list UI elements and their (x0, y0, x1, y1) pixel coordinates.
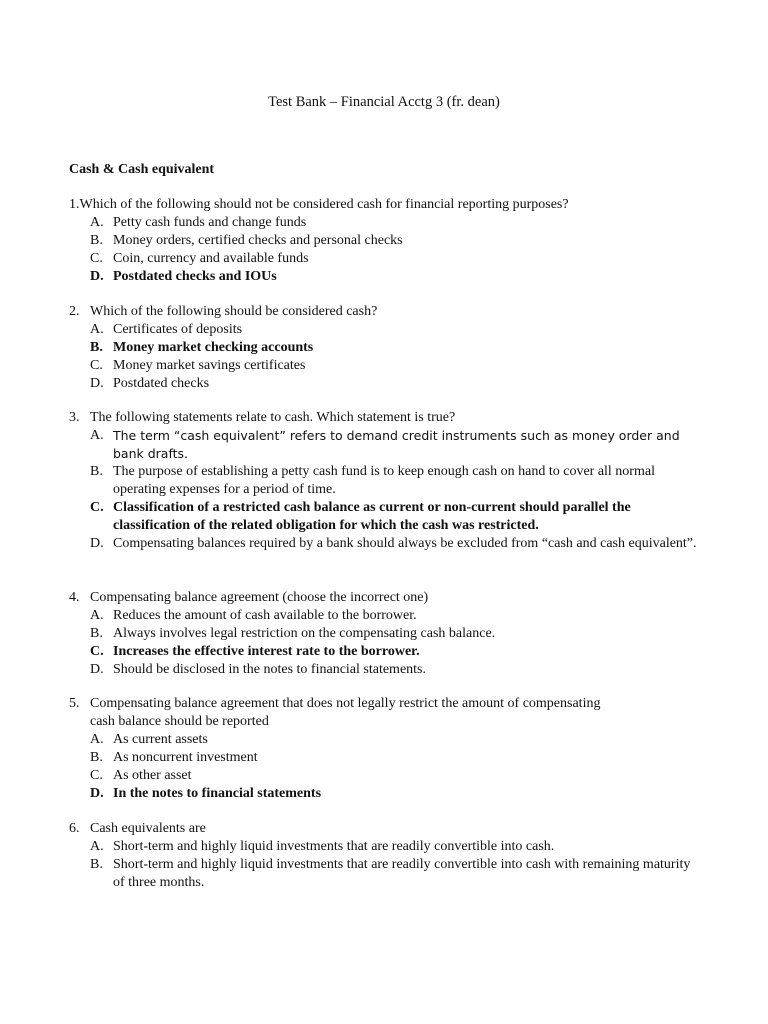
choice-text: Money orders, certified checks and personal checks (113, 233, 403, 248)
choice-letter: D. (90, 536, 104, 551)
choice-c (69, 250, 709, 268)
choice-b-answer (69, 339, 709, 357)
question-text: The following statements relate to cash. Which statement is true? (90, 410, 456, 425)
question-text: Compensating balance agreement (choose the incorrect one) (90, 590, 429, 605)
choice-text: Postdated checks (113, 376, 210, 391)
choice-letter: B. (90, 340, 103, 355)
question-6 (69, 820, 709, 892)
choice-text: Compensating balances required by a bank should always be excluded from “cash and cash equivalent”. (113, 536, 697, 551)
question-text: Compensating balance agreement that does not legally restrict the amount of compensating (90, 696, 601, 711)
choice-d (69, 661, 709, 679)
choice-text: As current assets (113, 732, 208, 747)
question-number: 3. (69, 410, 80, 425)
choice-list (69, 321, 709, 393)
choice-d (69, 535, 709, 553)
choice-d (69, 375, 709, 393)
choice-text: Coin, currency and available funds (113, 251, 309, 266)
choice-a (69, 427, 709, 463)
choice-letter: C. (90, 500, 104, 515)
choice-letter: C. (90, 251, 103, 266)
section-heading: Cash & Cash equivalent (69, 162, 215, 177)
choice-letter: B. (90, 750, 103, 765)
choice-letter: A. (90, 732, 104, 747)
question-number: 5. (69, 696, 80, 711)
choice-text: Money market checking accounts (113, 340, 314, 355)
question-5 (69, 695, 709, 803)
choice-d-answer (69, 785, 709, 803)
choice-list (69, 427, 709, 553)
question-2 (69, 303, 709, 393)
choice-b (69, 856, 709, 892)
choice-a (69, 838, 709, 856)
choice-text: The term “cash equivalent” refers to demand credit instruments such as money order and bank drafts. (113, 428, 680, 461)
choice-text: Short-term and highly liquid investments that are readily convertible into cash. (113, 839, 555, 854)
choice-text: Always involves legal restriction on the compensating cash balance. (113, 626, 496, 641)
choice-c (69, 357, 709, 375)
choice-list (69, 838, 709, 892)
choice-text: In the notes to financial statements (113, 786, 322, 801)
choice-c-answer (69, 499, 709, 535)
choice-list (69, 214, 709, 286)
choice-c-answer (69, 643, 709, 661)
choice-a (69, 214, 709, 232)
question-3 (69, 409, 709, 553)
choice-letter: A. (90, 608, 104, 623)
choice-letter: B. (90, 857, 103, 872)
choice-letter: B. (90, 464, 103, 479)
choice-text: Classification of a restricted cash balance as current or non-current should parallel the classification of the related obligation for which the cash was restricted. (113, 500, 631, 533)
choice-b (69, 749, 709, 767)
question-text: Which of the following should not be considered cash for financial reporting purposes? (79, 197, 569, 212)
question-stem (69, 820, 709, 838)
choice-list (69, 607, 709, 679)
choice-letter: D. (90, 662, 104, 677)
question-stem (69, 409, 709, 427)
choice-text: Money market savings certificates (113, 358, 306, 373)
choice-a (69, 321, 709, 339)
question-1 (69, 196, 709, 286)
choice-list (69, 731, 709, 803)
choice-text: Petty cash funds and change funds (113, 215, 307, 230)
choice-d-answer (69, 268, 709, 286)
choice-letter: A. (90, 428, 104, 443)
question-stem (69, 196, 709, 214)
choice-letter: B. (90, 233, 103, 248)
choice-letter: A. (90, 322, 104, 337)
choice-letter: D. (90, 376, 104, 391)
choice-text: Should be disclosed in the notes to financial statements. (113, 662, 426, 677)
choice-text: Reduces the amount of cash available to the borrower. (113, 608, 417, 623)
document-title: Test Bank – Financial Acctg 3 (fr. dean) (268, 94, 500, 110)
question-number: 2. (69, 304, 80, 319)
choice-letter: D. (90, 269, 104, 284)
choice-letter: D. (90, 786, 104, 801)
choice-text: As noncurrent investment (113, 750, 258, 765)
choice-b (69, 232, 709, 250)
choice-a (69, 731, 709, 749)
choice-b (69, 463, 709, 499)
choice-text: Postdated checks and IOUs (113, 269, 277, 284)
choice-text: Increases the effective interest rate to the borrower. (113, 644, 420, 659)
choice-text: Short-term and highly liquid investments that are readily convertible into cash with remaining maturity of three months. (113, 857, 691, 890)
question-number: 6. (69, 821, 80, 836)
choice-text: The purpose of establishing a petty cash fund is to keep enough cash on hand to cover all normal operating expenses for a period of time. (113, 464, 655, 497)
choice-text: As other asset (113, 768, 192, 783)
question-number: 4. (69, 590, 80, 605)
choice-letter: C. (90, 768, 103, 783)
choice-letter: A. (90, 215, 104, 230)
choice-c (69, 767, 709, 785)
choice-letter: C. (90, 358, 103, 373)
question-text: Cash equivalents are (90, 821, 206, 836)
question-4 (69, 589, 709, 679)
choice-b (69, 625, 709, 643)
choice-letter: A. (90, 839, 104, 854)
question-stem (69, 695, 709, 713)
question-text: Which of the following should be considered cash? (90, 304, 378, 319)
question-stem (69, 303, 709, 321)
question-text-continued: cash balance should be reported (90, 714, 269, 729)
question-stem (69, 589, 709, 607)
choice-letter: C. (90, 644, 104, 659)
choice-text: Certificates of deposits (113, 322, 243, 337)
choice-a (69, 607, 709, 625)
question-number: 1. (69, 197, 80, 212)
choice-letter: B. (90, 626, 103, 641)
